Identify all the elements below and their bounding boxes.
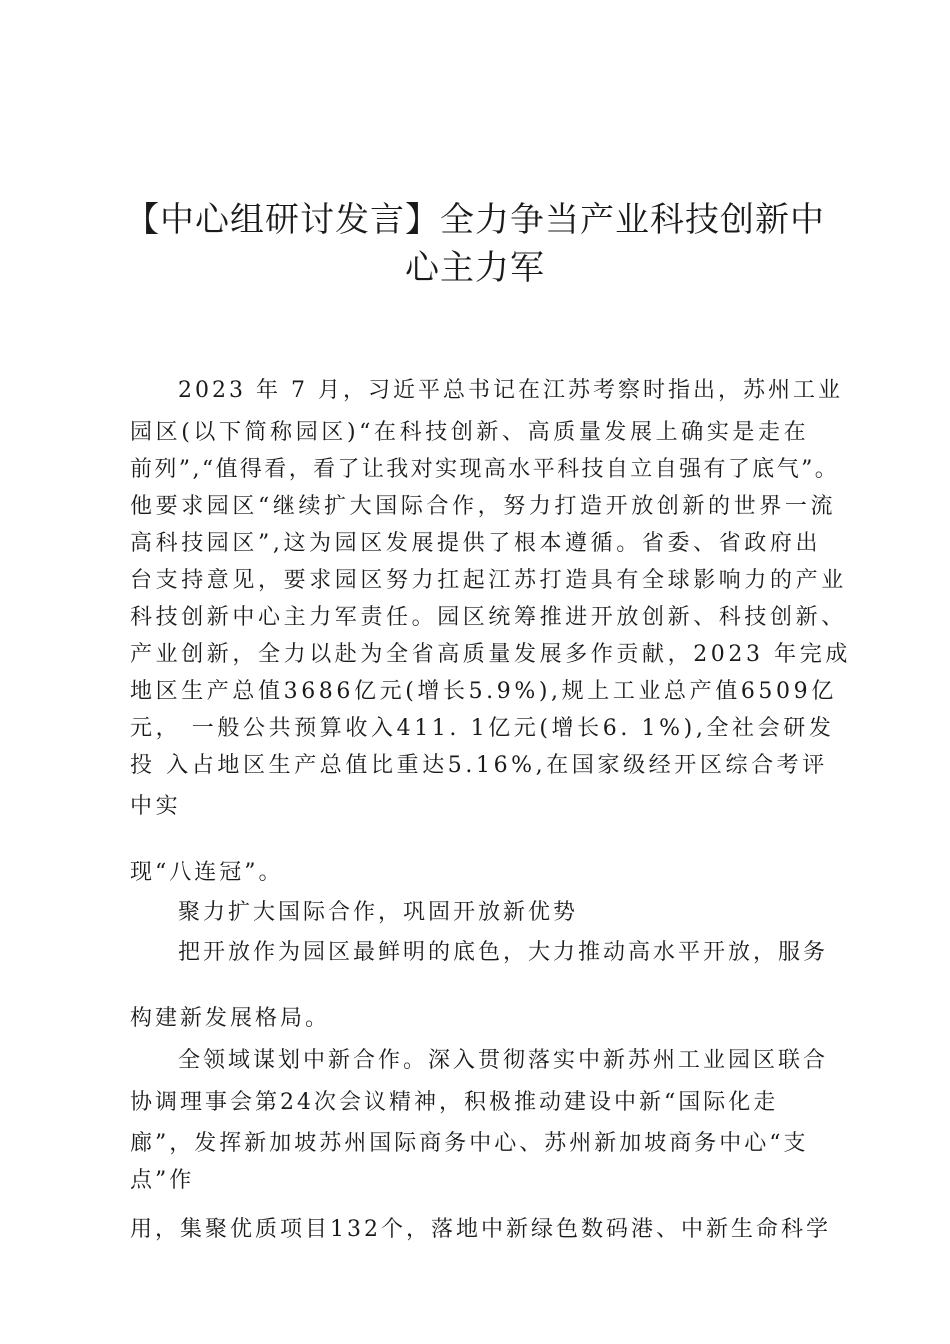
body-line-8: 产业创新，全力以赴为全省高质量发展多作贡献，2023 年完成 [130,642,851,667]
body-line-19: 廊”，发挥新加坡苏州国际商务中心、苏州新加坡商务中心“支 [130,1131,809,1156]
body-line-6: 台支持意见，要求园区努力扛起江苏打造具有全球影响力的产业 [130,568,847,593]
body-line-17: 全领域谋划中新合作。深入贯彻落实中新苏州工业园区联合 [178,1048,829,1073]
body-line-15: 把开放作为园区最鲜明的底色，大力推动高水平开放，服务 [178,940,829,965]
body-line-13: 现“八连冠”。 [130,860,284,885]
body-line-16: 构建新发展格局。 [130,1006,331,1031]
title-line-1: 【中心组研讨发言】全力争当产业科技创新中 [125,200,825,240]
body-line-10: 元， 一般公共预算收入411. 1亿元(增长6. 1%),全社会研发 [130,716,835,741]
section-heading: 聚力扩大国际合作，巩固开放新优势 [178,900,579,925]
body-line-3: 前列”,“值得看，看了让我对实现高水平科技自立自强有了底气”。 [130,457,840,482]
document-title [120,196,830,292]
body-line-5: 高科技园区”,这为园区发展提供了根本遵循。省委、省政府出 [130,531,822,556]
body-line-20: 点”作 [130,1168,195,1193]
body-line-12: 中实 [130,794,182,819]
body-line-4: 他要求园区“继续扩大国际合作，努力打造开放创新的世界一流 [130,494,837,519]
body-line-11: 投 入占地区生产总值比重达5.16%,在国家级经开区综合考评 [130,753,828,778]
body-line-18: 协调理事会第24次会议精神，积极推动建设中新“国际化走 [130,1090,779,1115]
body-line-2: 园区(以下简称园区)“在科技创新、高质量发展上确实是走在 [130,420,810,445]
body-line-1: 2023 年 7 月，习近平总书记在江苏考察时指出，苏州工业 [178,378,843,403]
body-line-21: 用，集聚优质项目132个，落地中新绿色数码港、中新生命科学 [130,1217,831,1242]
body-line-9: 地区生产总值3686亿元(增长5.9%),规上工业总产值6509亿 [130,679,837,704]
body-line-7: 科技创新中心主力军责任。园区统筹推进开放创新、科技创新、 [130,605,847,630]
title-line-2: 心主力军 [405,248,545,288]
